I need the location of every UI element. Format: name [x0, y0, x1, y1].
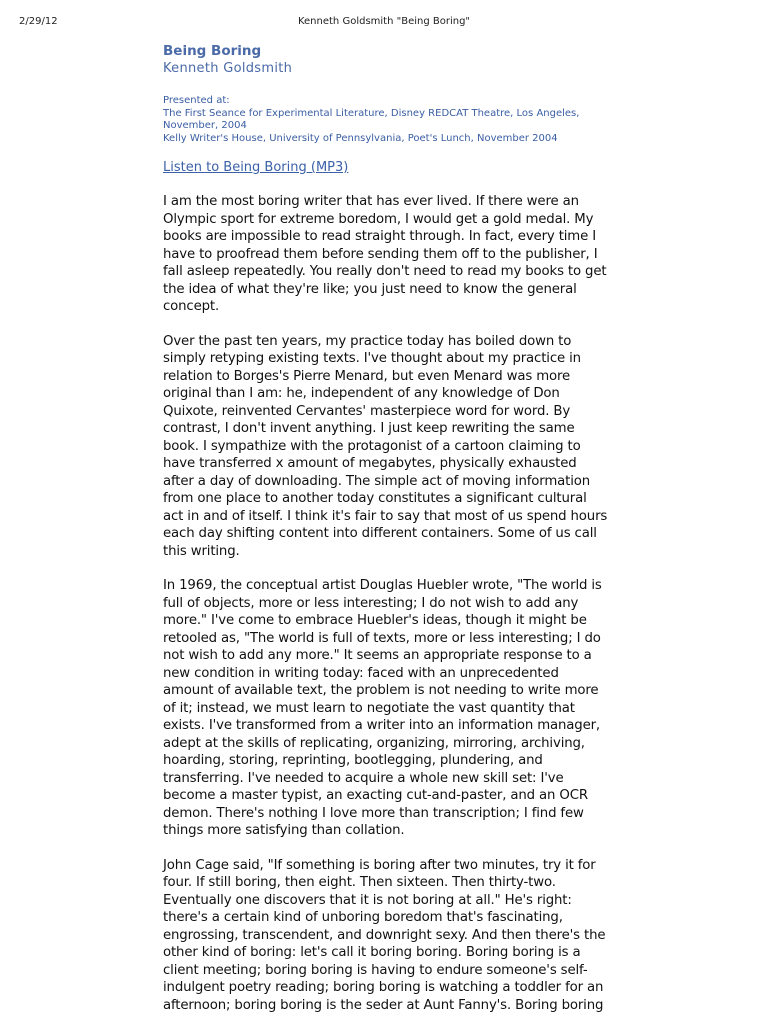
print-date: 2/29/12	[19, 16, 58, 27]
presented-venue-1: The First Seance for Experimental Literature, Disney REDCAT Theatre, Los Angeles, November, 2004	[163, 107, 580, 131]
presented-venue-2: Kelly Writer's House, University of Pennsylvania, Poet's Lunch, November 2004	[163, 132, 558, 144]
paragraph-1: I am the most boring writer that has ever lived. If there were an Olympic sport for extreme boredom, I would get a gold medal. My books are impossible to read straight through. In fact, every time I have to proofread them before sending them off to the publisher, I fall asleep repeatedly. You really don't need to read my books to get the idea of what they're like; you just need to know the general concept.	[163, 194, 607, 314]
presented-block	[163, 95, 608, 145]
mp3-link[interactable]: Listen to Being Boring (MP3)	[163, 160, 349, 175]
print-header-title: Kenneth Goldsmith "Being Boring"	[297, 16, 471, 27]
article	[163, 42, 608, 1014]
presented-label: Presented at:	[163, 95, 230, 106]
paragraph-3: In 1969, the conceptual artist Douglas Huebler wrote, "The world is full of objects, more or less interesting; I do not wish to add any more." I've come to embrace Huebler's ideas, though it might be retooled as, "The world is full of texts, more or less interesting; I do not wish to add any more." It seems an appropriate response to a new condition in writing today: faced with an unprecedented amount of available text, the problem is not needing to write more of it; instead, we must learn to negotiate the vast quantity that exists. I've transformed from a writer into an information manager, adept at the skills of replicating, organizing, mirroring, archiving, hoarding, storing, reprinting, bootlegging, plundering, and transferring. I've needed to acquire a whole new skill set: I've become a master typist, an exacting cut-and-paster, and an OCR demon. There's nothing I love more than transcription; I find few things more satisfying than collation.	[163, 578, 602, 838]
paragraph-4: John Cage said, "If something is boring after two minutes, try it for four. If still boring, then eight. Then sixteen. Then thirty-two. Eventually one discovers that it is not boring at all." He's right: there's a certain kind of unboring boredom that's fascinating, engrossing, transcendent, and downright sexy. And then there's the other kind of boring: let's call it boring boring. Boring boring is a client meeting; boring boring is having to endure someone's self-indulgent poetry reading; boring boring is watching a toddler for an afternoon; boring boring is the seder at Aunt Fanny's. Boring boring	[163, 857, 606, 1013]
paragraph-2: Over the past ten years, my practice today has boiled down to simply retyping existing texts. I've thought about my practice in relation to Borges's Pierre Menard, but even Menard was more original than I am: he, independent of any knowledge of Don Quixote, reinvented Cervantes' masterpiece word for word. By contrast, I don't invent anything. I just keep rewriting the same book. I sympathize with the protagonist of a cartoon claiming to have transferred x amount of megabytes, physically exhausted after a day of downloading. The simple act of moving information from one place to another today constitutes a significant cultural act in and of itself. I think it's fair to say that most of us spend hours each day shifting content into different containers. Some of us call this writing.	[163, 333, 608, 559]
article-author: Kenneth Goldsmith	[163, 61, 293, 76]
article-title: Being Boring	[163, 43, 262, 59]
